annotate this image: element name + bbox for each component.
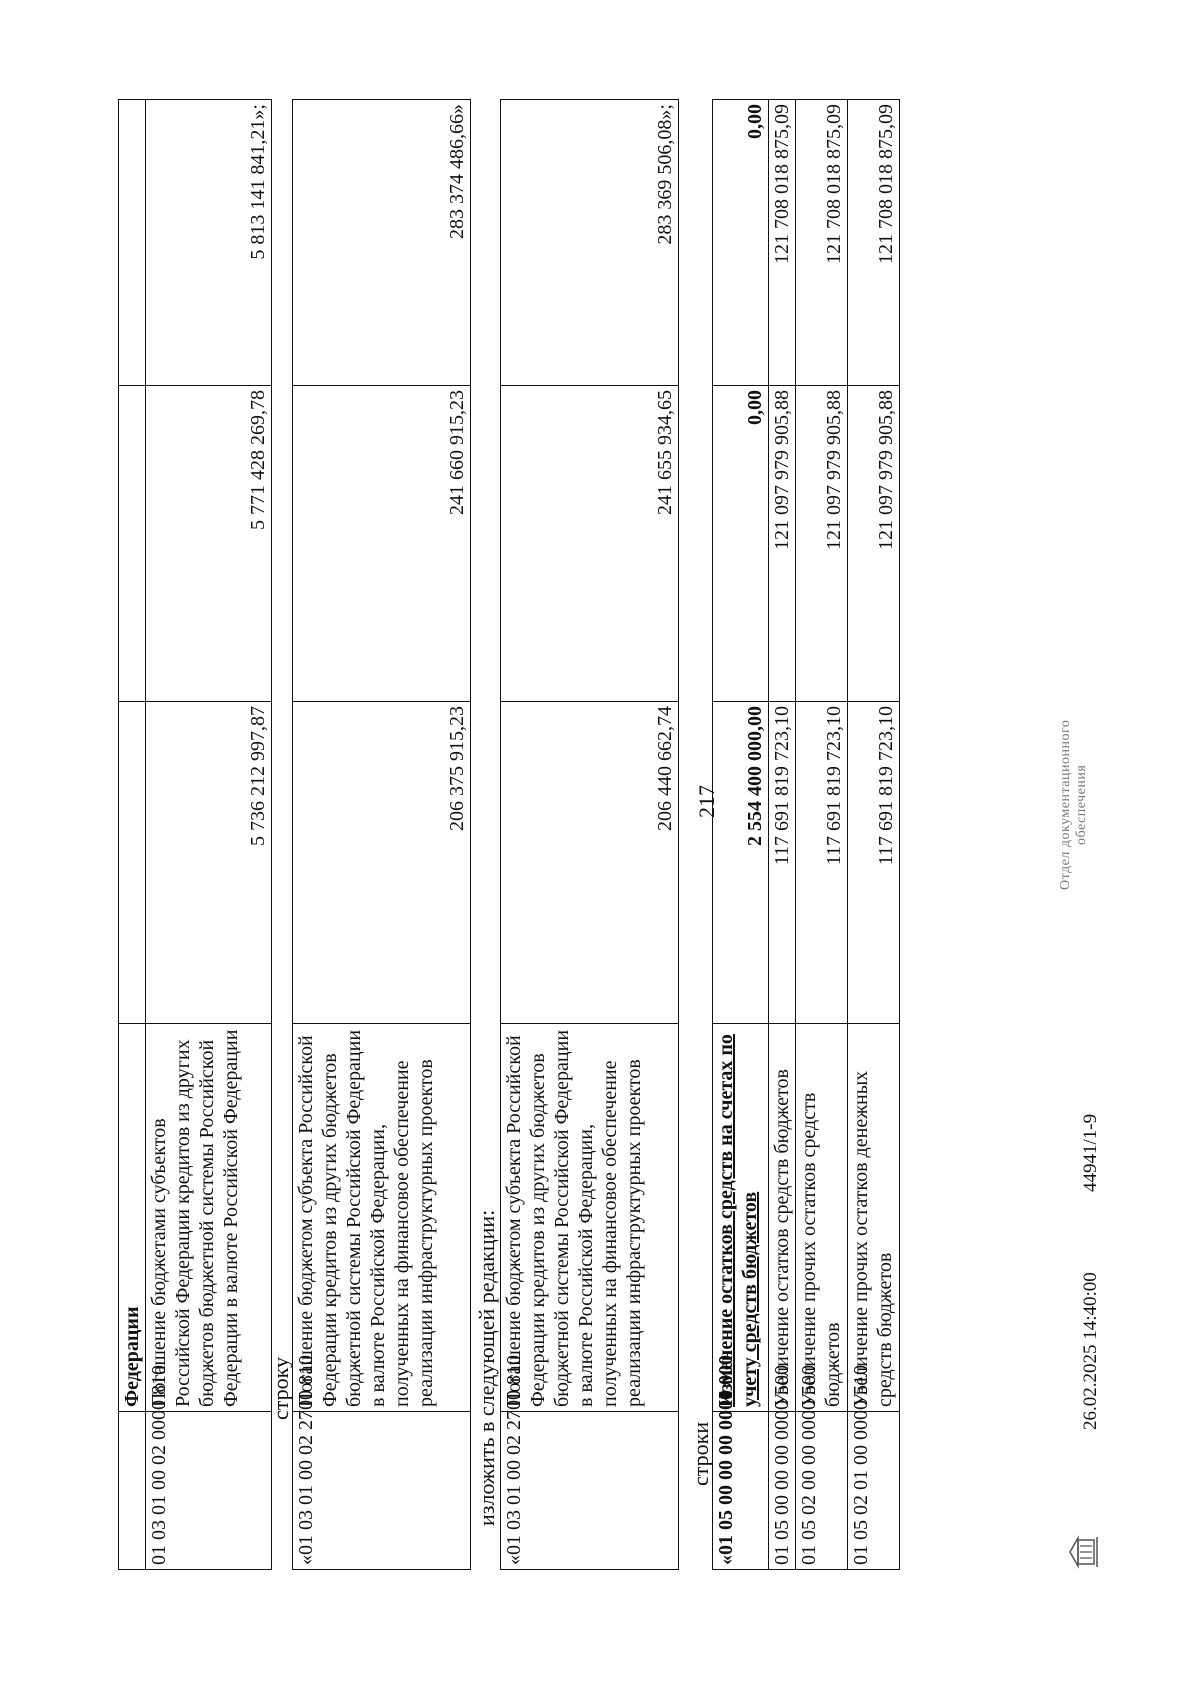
- name-cell: Погашение бюджетами субъектов Российской Федерации кредитов из других бюджетов бюджетной системы Российской Федерации в валюте Российской Федерации: [146, 1024, 272, 1412]
- name-cell: Погашение бюджетом субъекта Российской Федерации кредитов из других бюджетов бюджетной системы Российской Федерации в валюте Российской Федерации, полученных на финансовое обеспечение реализации инфраструктурных проектов: [501, 1024, 679, 1412]
- value-cell: 0,00: [713, 386, 769, 702]
- value-cell: 241 660 915,23: [293, 386, 471, 702]
- code-cell: 01 05 02 01 00 0000 510: [848, 1412, 900, 1570]
- value-cell: 206 440 662,74: [501, 702, 679, 1024]
- value-cell: 121 097 979 905,88: [769, 386, 796, 702]
- rotated-page: [80, 70, 1115, 1590]
- label-stroku: строку: [268, 1356, 293, 1420]
- footer-doc-id: 44941/1-9: [1080, 1113, 1101, 1192]
- footer-datetime: 26.02.2025 14:40:00: [1080, 1272, 1101, 1430]
- value-cell: 0,00: [713, 100, 769, 386]
- value-cell: 283 369 506,08»;: [501, 100, 679, 386]
- table-3: [500, 99, 679, 1570]
- code-cell: «01 03 01 00 02 2700 810: [293, 1412, 471, 1570]
- value-cell: 2 554 400 000,00: [713, 702, 769, 1024]
- table-row: [796, 100, 848, 1570]
- name-cell: Увеличение остатков средств бюджетов: [769, 1024, 796, 1412]
- name-cell: Погашение бюджетом субъекта Российской Федерации кредитов из других бюджетов бюджетной системы Российской Федерации в валюте Российской Федерации, полученных на финансовое обеспечение реализации инфраструктурных проектов: [293, 1024, 471, 1412]
- table-row: [146, 100, 272, 1570]
- table-row: [848, 100, 900, 1570]
- table-4: [712, 99, 900, 1570]
- value-cell: 5 813 141 841,21»;: [146, 100, 272, 386]
- code-cell: 01 05 02 00 00 0000 500: [796, 1412, 848, 1570]
- table-2: [292, 99, 471, 1570]
- value-cell: 5 771 428 269,78: [146, 386, 272, 702]
- table-row: [501, 100, 679, 1570]
- value-cell: 121 708 018 875,09: [769, 100, 796, 386]
- stamp-line-2: обеспечения: [1074, 764, 1089, 845]
- label-izlozhit: изложить в следующей редакции:: [474, 1209, 499, 1526]
- name-cell: Увеличение прочих остатков средств бюджетов: [796, 1024, 848, 1412]
- code-cell: 01 05 00 00 00 0000 500: [769, 1412, 796, 1570]
- value-cell: 241 655 934,65: [501, 386, 679, 702]
- value-cell: 121 708 018 875,09: [848, 100, 900, 386]
- page-number-display: 217: [694, 785, 719, 818]
- stamp: [1058, 720, 1090, 890]
- value-cell: 117 691 819 723,10: [848, 702, 900, 1024]
- name-cell: Изменение остатков средств на счетах по учету средств бюджетов: [713, 1024, 769, 1412]
- value-cell: 121 097 979 905,88: [848, 386, 900, 702]
- value-cell: 117 691 819 723,10: [796, 702, 848, 1024]
- value-cell: 5 736 212 997,87: [146, 702, 272, 1024]
- stamp-line-1: Отдел документационного: [1058, 719, 1073, 890]
- header-cell: Федерации: [119, 1024, 146, 1412]
- name-cell: Увеличение прочих остатков денежных средств бюджетов: [848, 1024, 900, 1412]
- table-row: [293, 100, 471, 1570]
- emblem-icon: [1068, 1534, 1100, 1570]
- table-row: [713, 100, 769, 1570]
- value-cell: 117 691 819 723,10: [769, 702, 796, 1024]
- table-row: [119, 100, 146, 1570]
- label-stroki: строки: [688, 1421, 713, 1486]
- value-cell: 283 374 486,66»: [293, 100, 471, 386]
- value-cell: 121 708 018 875,09: [796, 100, 848, 386]
- code-cell: «01 03 01 00 02 2700 810: [501, 1412, 679, 1570]
- code-cell: «01 05 00 00 00 0000 000: [713, 1412, 769, 1570]
- table-row: [769, 100, 796, 1570]
- code-cell: 01 03 01 00 02 0000 810: [146, 1412, 272, 1570]
- value-cell: 121 097 979 905,88: [796, 386, 848, 702]
- value-cell: 206 375 915,23: [293, 702, 471, 1024]
- table-1: [118, 99, 272, 1570]
